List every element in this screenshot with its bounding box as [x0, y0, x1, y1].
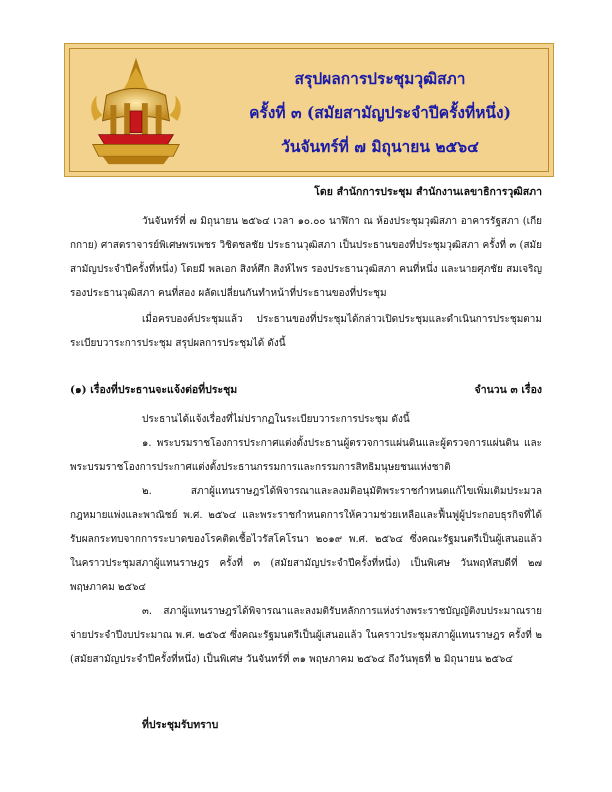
section-1-count: จำนวน ๓ เรื่อง — [474, 384, 542, 396]
list-item: ๓. สภาผู้แทนราษฎรได้พิจารณาและลงมติรับหลักการแห่งร่างพระราชบัญญัติงบประมาณรายจ่ายประจำปีงบประมาณ พ.ศ. ๒๕๖๕ ซึ่งคณะรัฐมนตรีเป็นผู้เสนอแล้ว ในคราวประชุมสภาผู้แทนราษฎร ครั้งที่ ๒ (สมัยสามัญประจำปีครั้งที่หนึ่ง) เป็นพิเศษ วันจันทร์ที่ ๓๑ พฤษภาคม ๒๕๖๔ ถึงวันพุธที่ ๒ มิถุนายน ๒๕๖๔ — [70, 606, 542, 665]
parliament-emblem-icon — [77, 52, 195, 170]
intro-paragraph-1: วันจันทร์ที่ ๗ มิถุนายน ๒๕๖๔ เวลา ๑๐.๐๐ นาฬิกา ณ ห้องประชุมวุฒิสภา อาคารรัฐสภา (เกียกกาย) ศาสตราจารย์พิเศษพรเพชร วิชิตชลชัย ประธานวุฒิสภา เป็นประธานของที่ประชุมวุฒิสภา ครั้งที่ ๓ (สมัยสามัญประจำปีครั้งที่หนึ่ง) โดยมี พลเอก สิงห์ศึก สิงห์ไพร รองประธานวุฒิสภา คนที่หนึ่ง และนายศุภชัย สมเจริญ รองประธานวุฒิสภา คนที่สอง ผลัดเปลี่ยนกันทำหน้าที่ประธานของที่ประชุม — [70, 216, 542, 299]
acknowledgement-note: ที่ประชุมรับทราบ — [142, 719, 219, 731]
byline: โดย สำนักการประชุม สำนักงานเลขาธิการวุฒิสภา — [314, 186, 542, 198]
intro-section — [70, 210, 542, 356]
session-date: วันจันทร์ที่ ๗ มิถุนายน ๒๕๖๔ — [281, 137, 479, 156]
session-subtitle: ครั้งที่ ๓ (สมัยสามัญประจำปีครั้งที่หนึ่ง) — [249, 103, 511, 122]
section-1-heading-row — [70, 381, 542, 398]
list-item: ๒. สภาผู้แทนราษฎรได้พิจารณาและลงมติอนุมัติพระราชกำหนดแก้ไขเพิ่มเติมประมวลกฎหมายแพ่งและพาณิชย์ พ.ศ. ๒๕๖๔ และพระราชกำหนดการให้ความช่วยเหลือและฟื้นฟูผู้ประกอบธุรกิจที่ได้รับผลกระทบจากการระบาดของโรคติดเชื้อไวรัสโคโรนา ๒๐๑๙ พ.ศ. ๒๕๖๔ ซึ่งคณะรัฐมนตรีเป็นผู้เสนอแล้ว ในคราวประชุมสภาผู้แทนราษฎร ครั้งที่ ๓ (สมัยสามัญประจำปีครั้งที่หนึ่ง) เป็นพิเศษ วันพฤหัสบดีที่ ๒๗ พฤษภาคม ๒๕๖๔ — [70, 486, 542, 593]
section-1-lead: ประธานได้แจ้งเรื่องที่ไม่ปรากฏในระเบียบวาระการประชุม ดังนี้ — [142, 414, 410, 425]
list-item: ๑. พระบรมราชโองการประกาศแต่งตั้งประธานผู้ตรวจการแผ่นดินและผู้ตรวจการแผ่นดิน และพระบรมราชโองการประกาศแต่งตั้งประธานกรรมการและกรรมการสิทธิมนุษยชนแห่งชาติ — [70, 438, 542, 473]
document-title: สรุปผลการประชุมวุฒิสภา — [294, 69, 466, 88]
intro-paragraph-2: เมื่อครบองค์ประชุมแล้ว ประธานของที่ประชุมได้กล่าวเปิดประชุมและดำเนินการประชุมตามระเบียบวาระการประชุม สรุปผลการประชุมได้ ดังนี้ — [70, 314, 542, 349]
header-title-block — [215, 62, 545, 164]
header-banner — [64, 43, 554, 177]
section-1-heading: (๑) เรื่องที่ประธานจะแจ้งต่อที่ประชุม — [70, 384, 238, 396]
section-1-body — [70, 408, 542, 672]
